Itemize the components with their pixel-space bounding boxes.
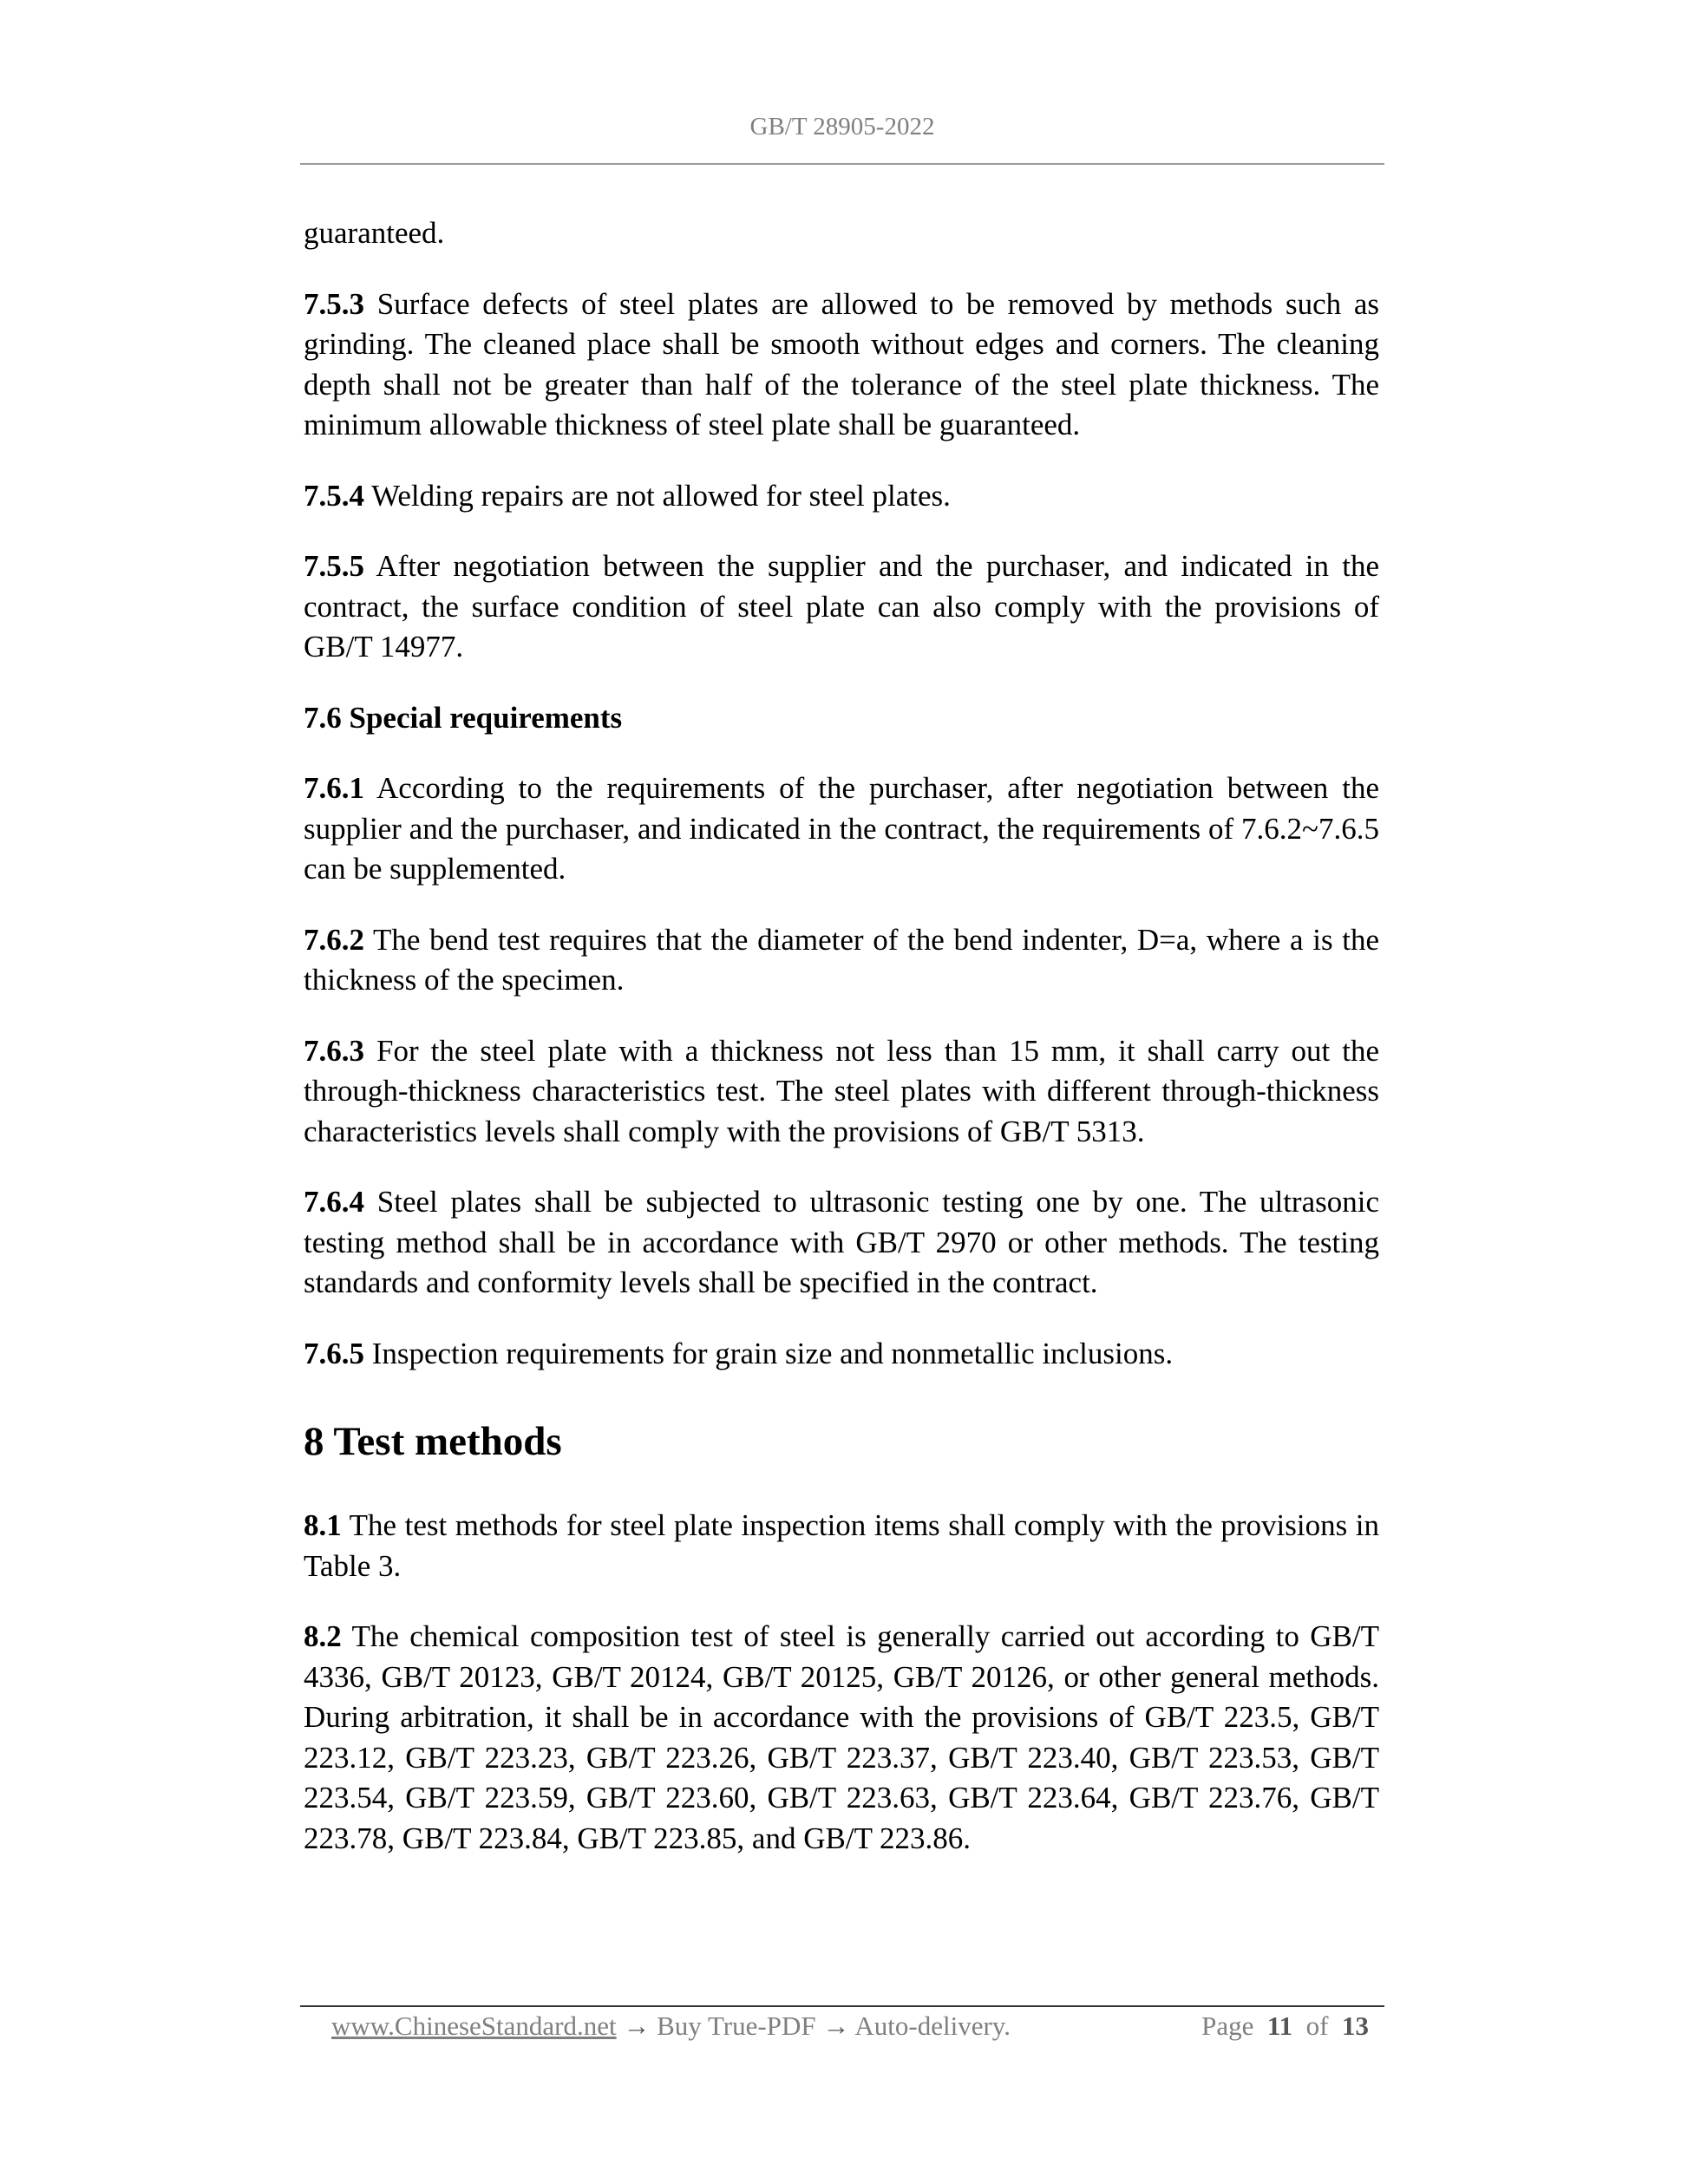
total-pages: 13: [1342, 2011, 1369, 2041]
clause-number: 7.5.4: [304, 478, 364, 513]
clause-number: 7.6.5: [304, 1336, 364, 1370]
current-page: 11: [1266, 2011, 1293, 2041]
page-number: [1201, 2011, 1369, 2042]
buy-pdf-text: Buy True-PDF: [657, 2011, 816, 2041]
page-header-title: GB/T 28905-2022: [749, 113, 935, 141]
clause-number: 8.1: [304, 1508, 342, 1542]
clause-text: For the steel plate with a thickness not less than 15 mm, it shall carry out the through-thickness characteristics test. The steel plates with different through-thickness characteristics levels shall comply with the provisions of GB/T 5313.: [304, 1033, 1380, 1148]
footer-promo: [331, 2011, 1011, 2042]
clause-number: 7.5.3: [304, 286, 364, 321]
clause-number: 7.6.1: [304, 771, 364, 805]
clause-text: According to the requirements of the purchaser, after negotiation between the supplier and the purchaser, and indicated in the contract, the requirements of 7.6.2~7.6.5 can be supplemented.: [304, 771, 1379, 886]
clause-8-1: [304, 1506, 1379, 1586]
clause-7-6-5: [304, 1334, 1379, 1375]
of-label: of: [1305, 2011, 1329, 2041]
clause-7-6-2: [304, 920, 1379, 1001]
clause-7-5-4: [304, 476, 1379, 517]
clause-7-6-1: [304, 768, 1379, 890]
website-link[interactable]: www.ChineseStandard.net: [331, 2011, 617, 2041]
clause-7-6-3: [304, 1031, 1379, 1153]
page-footer: [300, 2011, 1384, 2049]
clause-number: 7.6.4: [304, 1185, 364, 1219]
header-divider: [300, 163, 1384, 165]
clause-number: 7.5.5: [304, 549, 364, 583]
clause-7-6-4: [304, 1182, 1379, 1304]
footer-divider: [300, 2005, 1384, 2007]
auto-delivery-text: Auto-delivery.: [854, 2011, 1011, 2041]
clause-7-5-5: [304, 546, 1379, 668]
paragraph-continuation: guaranteed.: [304, 216, 445, 250]
document-body: [304, 213, 1379, 1889]
clause-text: The bend test requires that the diameter of the bend indenter, D=a, where a is the thickness of the specimen.: [304, 922, 1379, 997]
arrow-right-icon: →: [822, 2011, 850, 2041]
clause-text: Steel plates shall be subjected to ultrasonic testing one by one. The ultrasonic testing method shall be in accordance with GB/T 2970 or other methods. The testing standards and conformity levels shall be specified in the contract.: [304, 1185, 1380, 1299]
clause-7-5-3: [304, 284, 1379, 446]
page-label: Page: [1201, 2011, 1254, 2041]
subsection-heading-7-6: 7.6 Special requirements: [304, 700, 623, 735]
clause-number: 7.6.2: [304, 922, 364, 957]
clause-text: Surface defects of steel plates are allowed to be removed by methods such as grinding. The cleaned place shall be smooth without edges and corners. The cleaning depth shall not be greater than half of the tolerance of the steel plate thickness. The minimum allowable thickness of steel plate shall be guaranteed.: [304, 286, 1380, 441]
clause-text: Welding repairs are not allowed for steel plates.: [371, 478, 951, 513]
section-heading-8: 8 Test methods: [304, 1419, 562, 1464]
clause-text: Inspection requirements for grain size and nonmetallic inclusions.: [371, 1336, 1174, 1370]
clause-number: 7.6.3: [304, 1033, 364, 1068]
clause-number: 8.2: [304, 1619, 342, 1653]
arrow-right-icon: →: [623, 2011, 651, 2041]
clause-text: The chemical composition test of steel is generally carried out according to GB/T 4336, GB/T 20123, GB/T 20124, GB/T 20125, GB/T 20126, or other general methods. During arbitration, it shall be in accordance with the provisions of GB/T 223.5, GB/T 223.12, GB/T 223.23, GB/T 223.26, GB/T 223.37, GB/T 223.40, GB/T 223.53, GB/T 223.54, GB/T 223.59, GB/T 223.60, GB/T 223.63, GB/T 223.64, GB/T 223.76, GB/T 223.78, GB/T 223.84, GB/T 223.85, and GB/T 223.86.: [304, 1619, 1379, 1855]
clause-text: After negotiation between the supplier and the purchaser, and indicated in the contract, the surface condition of steel plate can also comply with the provisions of GB/T 14977.: [304, 549, 1379, 664]
clause-text: The test methods for steel plate inspection items shall comply with the provisions in Table 3.: [304, 1508, 1379, 1583]
clause-8-2: [304, 1617, 1379, 1859]
